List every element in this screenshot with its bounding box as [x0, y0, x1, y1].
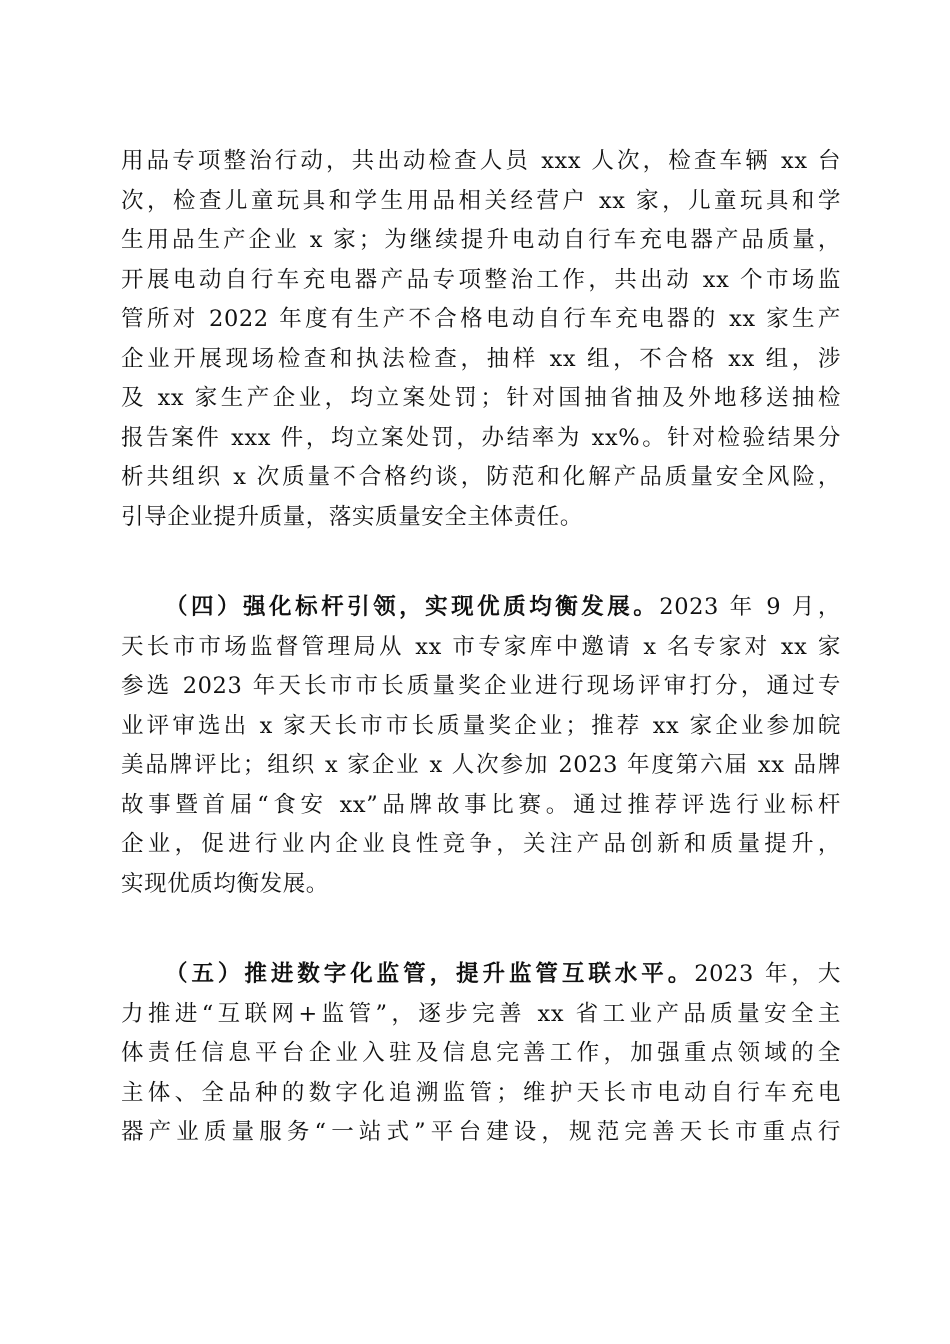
text-line: 力推进“互联网+监管”，逐步完善 xx 省工业产品质量安全主 — [121, 1000, 841, 1027]
paragraph-first-line — [121, 955, 841, 995]
section-heading-five: （五）推进数字化监管，提升监管互联水平。 — [165, 961, 695, 987]
text-line: 体责任信息平台企业入驻及信息完善工作，加强重点领域的全 — [121, 1040, 841, 1066]
paragraph-product-rectification — [121, 142, 841, 537]
text-line: 引导企业提升质量，落实质量安全主体责任。 — [121, 503, 584, 530]
text-line: 生用品生产企业 x 家；为继续提升电动自行车充电器产品质量， — [121, 227, 841, 253]
text-span: 2023 年 9 月， — [659, 594, 841, 620]
text-line: 管所对 2022 年度有生产不合格电动自行车充电器的 xx 家生产 — [121, 306, 841, 332]
text-line: 企业开展现场检查和执法检查，抽样 xx 组，不合格 xx 组，涉 — [121, 345, 841, 372]
text-line: 参选 2023 年天长市市长质量奖企业进行现场评审打分，通过专 — [121, 673, 841, 699]
text-line: 器产业质量服务“一站式”平台建设，规范完善天长市重点行 — [121, 1119, 841, 1145]
text-line: 故事暨首届“食安 xx”品牌故事比赛。通过推荐评选行业标杆 — [121, 791, 841, 818]
text-line: 实现优质均衡发展。 — [121, 870, 329, 897]
text-line: 及 xx 家生产企业，均立案处罚；针对国抽省抽及外地移送抽检 — [121, 385, 841, 411]
paragraph-benchmark-leadership — [121, 588, 841, 904]
text-line: 美品牌评比；组织 x 家企业 x 人次参加 2023 年度第六届 xx 品牌 — [121, 752, 841, 778]
text-line: 析共组织 x 次质量不合格约谈，防范和化解产品质量安全风险， — [121, 464, 841, 490]
text-line: 主体、全品种的数字化追溯监管；维护天长市电动自行车充电 — [121, 1079, 841, 1106]
text-line: 用品专项整治行动，共出动检查人员 xxx 人次，检查车辆 xx 台 — [121, 148, 841, 174]
text-span: 2023 年，大 — [694, 961, 841, 987]
text-line: 企业，促进行业内企业良性竞争，关注产品创新和质量提升， — [121, 831, 841, 857]
paragraph-digital-supervision — [121, 955, 841, 1153]
text-line: 业评审选出 x 家天长市市长质量奖企业；推荐 xx 家企业参加皖 — [121, 712, 841, 739]
text-line: 次，检查儿童玩具和学生用品相关经营户 xx 家，儿童玩具和学 — [121, 187, 841, 214]
text-line: 开展电动自行车充电器产品专项整治工作，共出动 xx 个市场监 — [121, 266, 841, 293]
text-line: 天长市市场监督管理局从 xx 市专家库中邀请 x 名专家对 xx 家 — [121, 633, 841, 660]
section-heading-four: （四）强化标杆引领，实现优质均衡发展。 — [165, 594, 660, 620]
paragraph-first-line — [121, 588, 841, 628]
text-line: 报告案件 xxx 件，均立案处罚，办结率为 xx%。针对检验结果分 — [121, 424, 841, 451]
